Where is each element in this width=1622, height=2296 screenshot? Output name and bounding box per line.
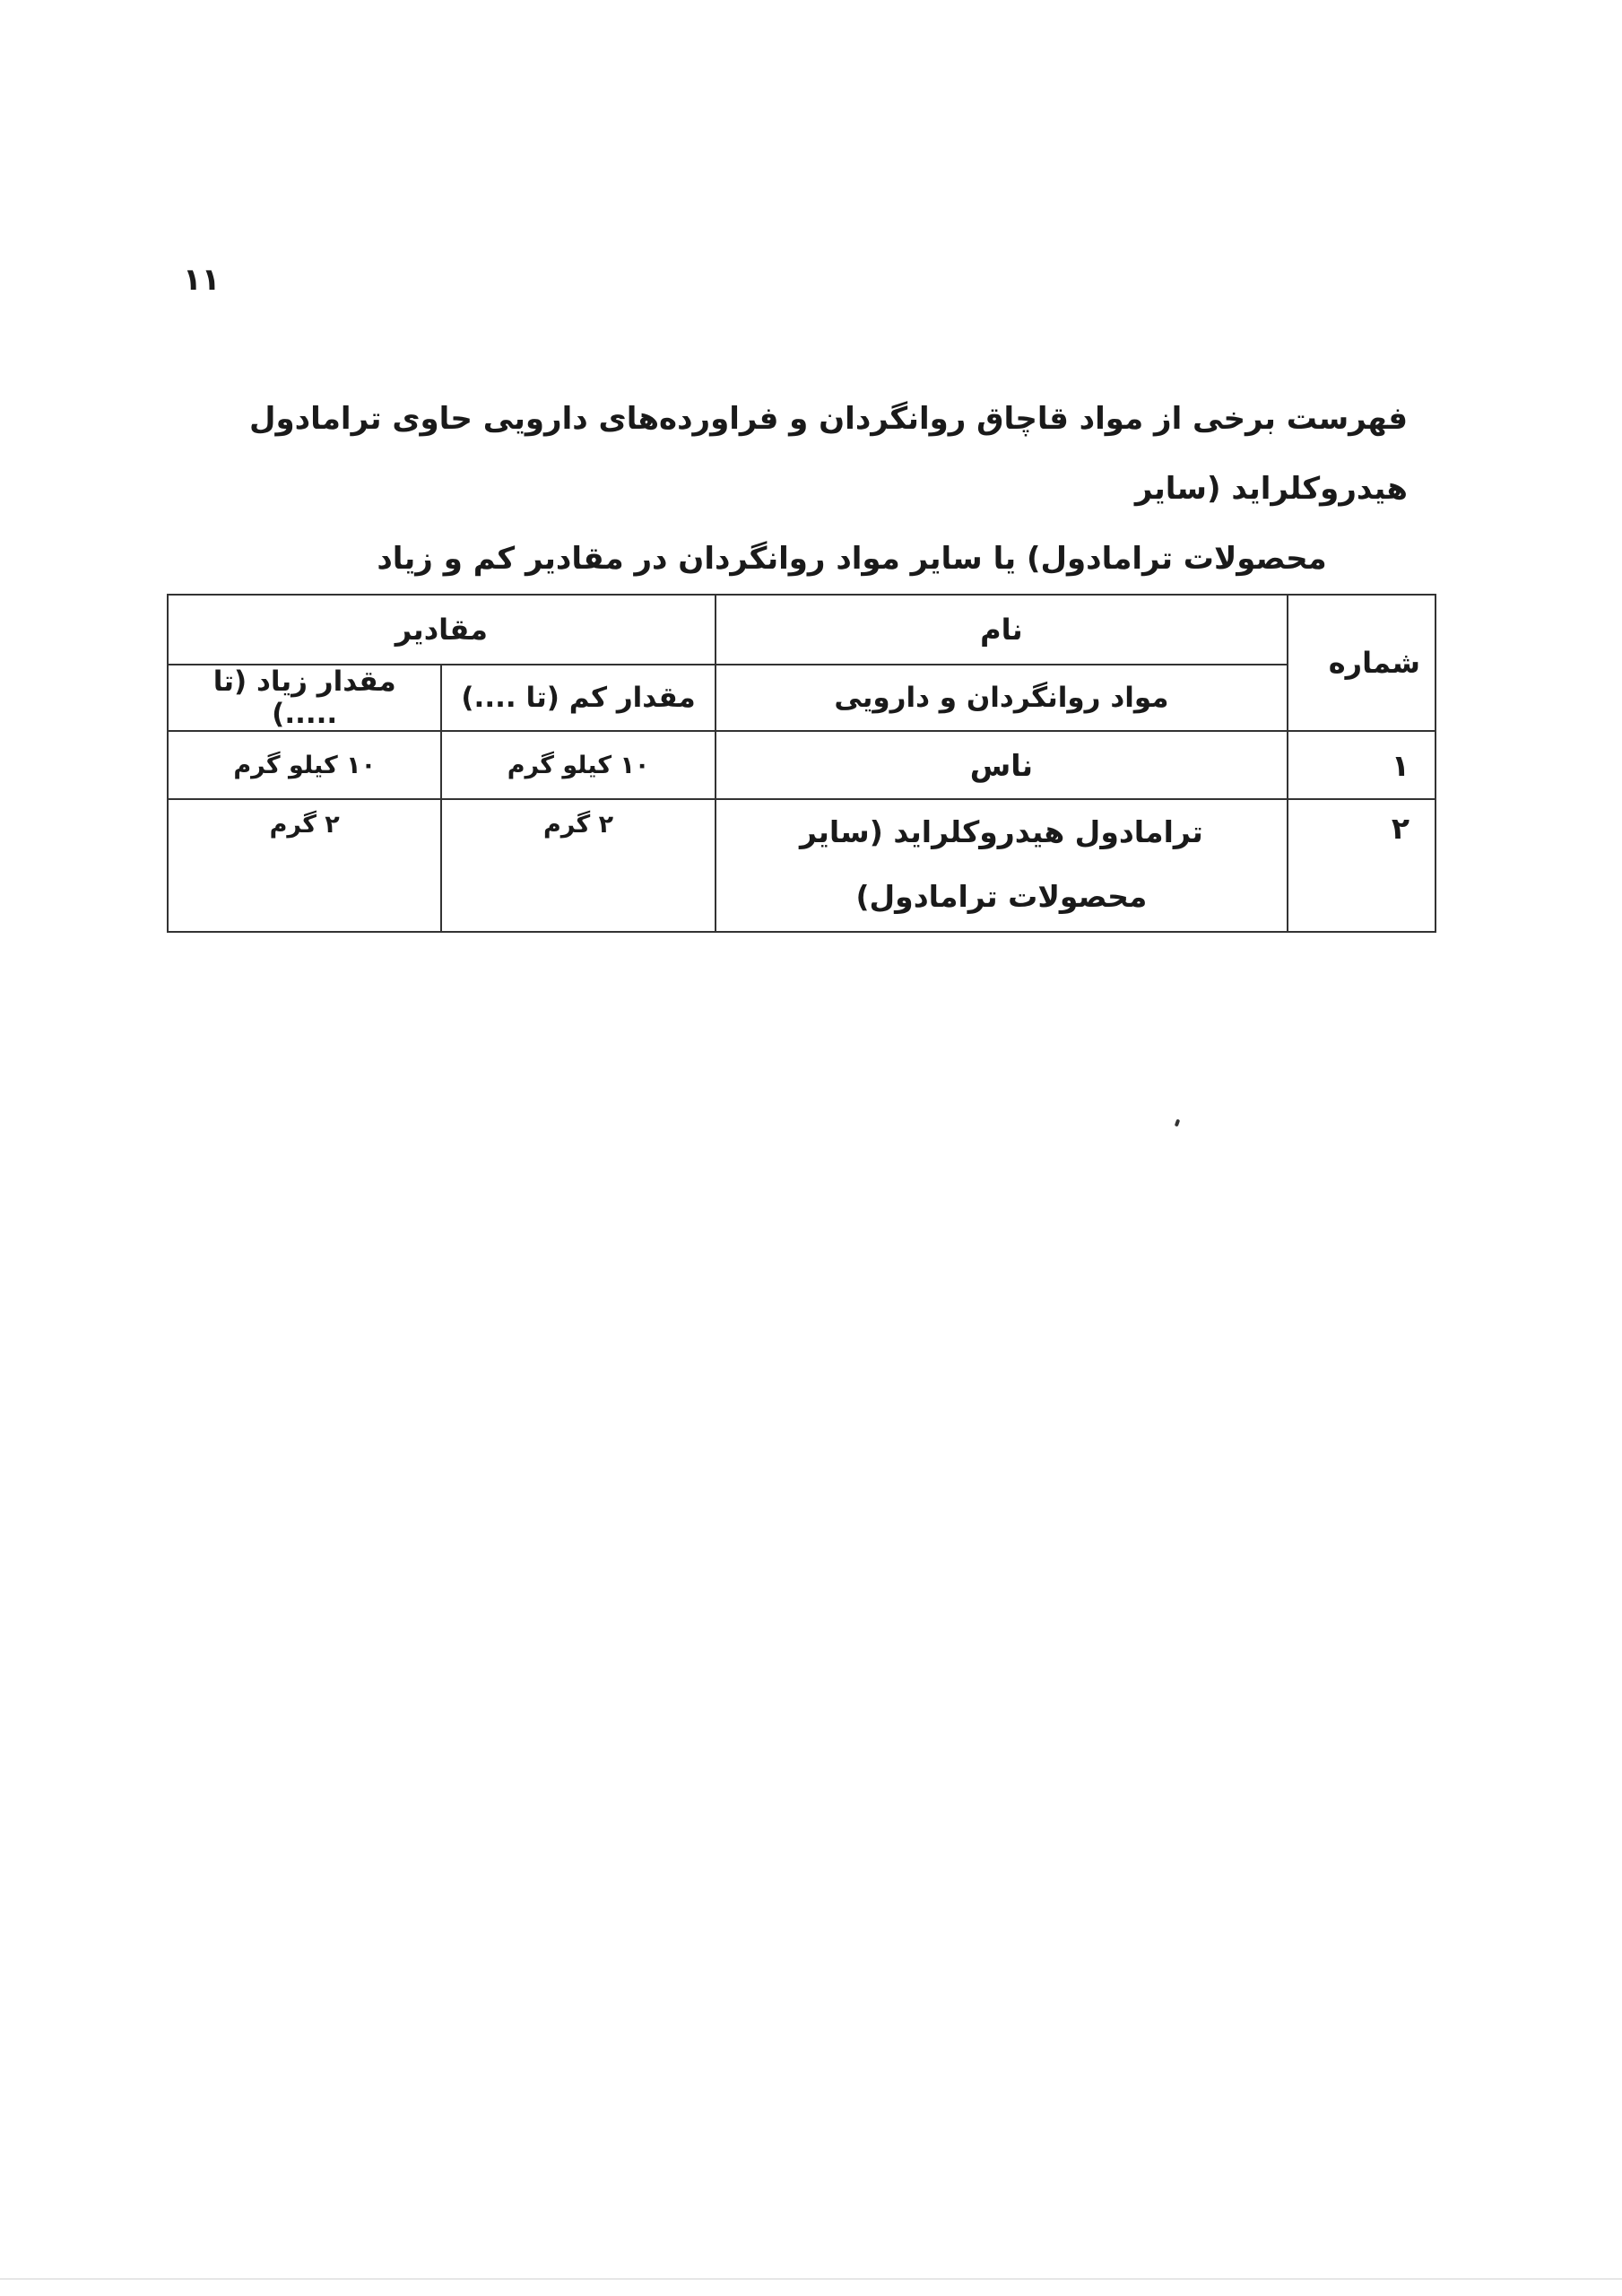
header-number: شماره bbox=[1288, 595, 1436, 731]
subheader-high-amount: مقدار زیاد (تا .....) bbox=[168, 665, 441, 731]
row-number: ۲ bbox=[1288, 799, 1436, 932]
row-low-amount: ۲ گرم bbox=[441, 799, 715, 932]
subheader-low-amount: مقدار کم (تا ....) bbox=[441, 665, 715, 731]
row-low-amount: ۱۰ کیلو گرم bbox=[441, 731, 715, 799]
row-high-amount: ۲ گرم bbox=[168, 799, 441, 932]
row-high-amount: ۱۰ کیلو گرم bbox=[168, 731, 441, 799]
row-name: ترامادول هیدروکلراید (سایر محصولات ترامادول) bbox=[716, 799, 1288, 932]
table-row bbox=[168, 799, 1436, 932]
title-line-2: محصولات ترامادول) یا سایر مواد روانگردان در مقادیر کم و زیاد bbox=[377, 541, 1327, 577]
title-line-1: فهرست برخی از مواد قاچاق روانگردان و فراورده‌های دارویی حاوی ترامادول هیدروکلراید (سایر bbox=[249, 401, 1408, 507]
row-name: ناس bbox=[716, 731, 1288, 799]
substances-table bbox=[167, 594, 1436, 933]
table-header-row bbox=[168, 595, 1436, 665]
header-name: نام bbox=[716, 595, 1288, 665]
row-number: ۱ bbox=[1288, 731, 1436, 799]
scan-bottom-edge bbox=[0, 2278, 1622, 2280]
scan-speck bbox=[1175, 1119, 1180, 1127]
table-row bbox=[168, 731, 1436, 799]
document-title bbox=[197, 384, 1408, 594]
table-subheader-row bbox=[168, 665, 1436, 731]
subheader-name: مواد روانگردان و دارویی bbox=[716, 665, 1288, 731]
header-amounts: مقادیر bbox=[168, 595, 716, 665]
page-number: ۱۱ bbox=[183, 262, 221, 298]
